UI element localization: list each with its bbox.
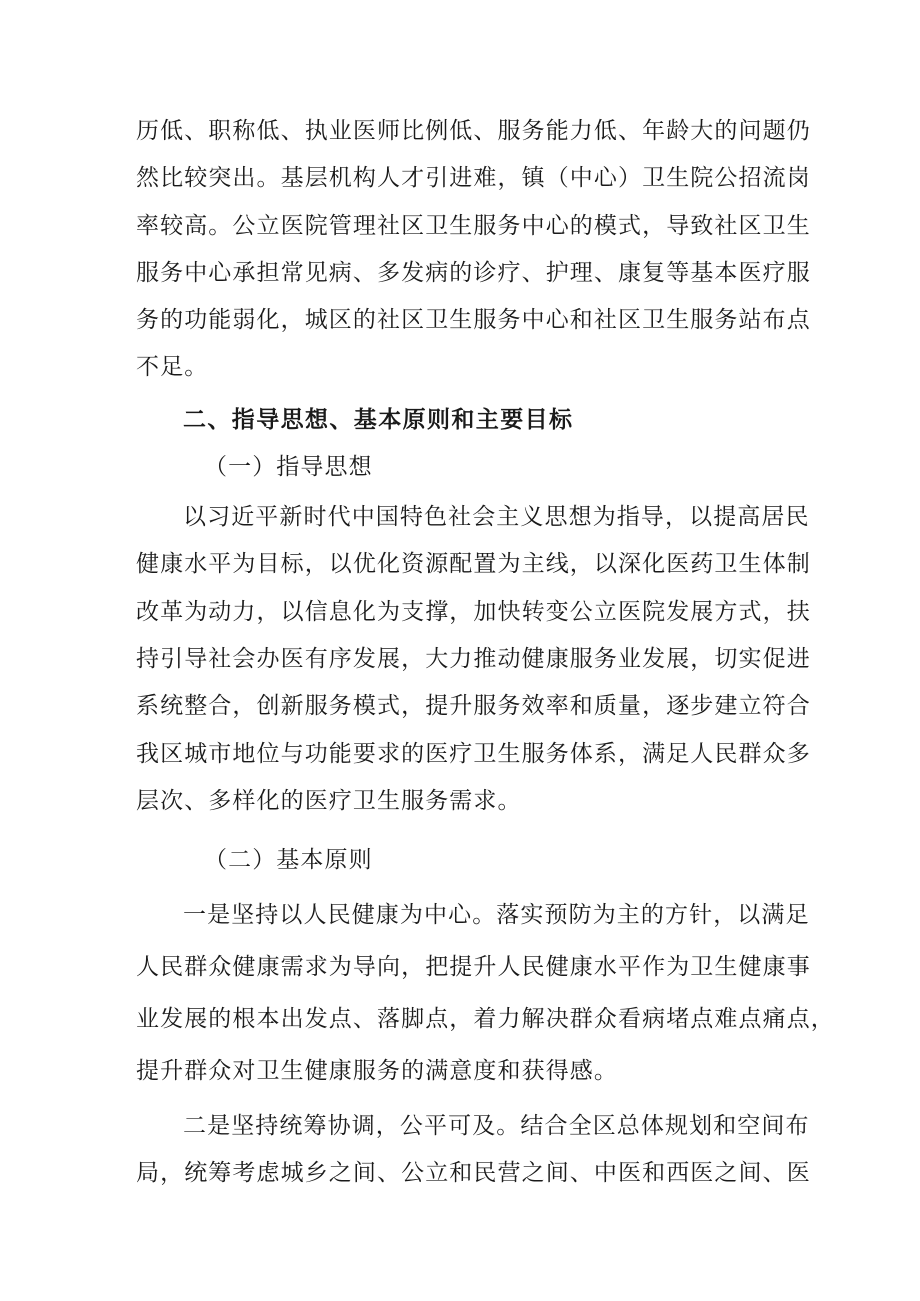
text-line: 二是坚持统筹协调，公平可及。结合全区总体规划和空间布 [183, 1113, 810, 1139]
sub-heading: （二）基本原则 [204, 847, 373, 873]
text-line: 我区城市地位与功能要求的医疗卫生服务体系，满足人民群众多 [136, 741, 811, 767]
text-line: 务的功能弱化，城区的社区卫生服务中心和社区卫生服务站布点 [136, 307, 811, 333]
text-line: 一是坚持以人民健康为中心。落实预防为主的方针，以满足 [183, 902, 810, 928]
text-line: 系统整合，创新服务模式，提升服务效率和质量，逐步建立符合 [136, 693, 811, 719]
text-line: 历低、职称低、执业医师比例低、服务能力低、年龄大的问题仍 [136, 118, 811, 144]
text-line: 健康水平为目标，以优化资源配置为主线，以深化医药卫生体制 [136, 551, 811, 577]
text-line: 以习近平新时代中国特色社会主义思想为指导，以提高居民 [183, 504, 810, 530]
text-line: 人民群众健康需求为导向，把提升人民健康水平作为卫生健康事 [136, 954, 811, 980]
text-line: 局，统筹考虑城乡之间、公立和民营之间、中医和西医之间、医 [136, 1160, 811, 1186]
text-line: 服务中心承担常见病、多发病的诊疗、护理、康复等基本医疗服 [136, 260, 811, 286]
sub-heading: （一）指导思想 [204, 454, 373, 480]
text-line: 业发展的根本出发点、落脚点，着力解决群众看病堵点难点痛点， [136, 1006, 835, 1032]
section-heading: 二、指导思想、基本原则和主要目标 [183, 407, 574, 433]
text-line: 层次、多样化的医疗卫生服务需求。 [136, 788, 522, 814]
text-line: 改革为动力，以信息化为支撑，加快转变公立医院发展方式，扶 [136, 599, 811, 625]
text-line: 然比较突出。基层机构人才引进难，镇（中心）卫生院公招流岗 [136, 165, 811, 191]
text-line: 持引导社会办医有序发展，大力推动健康服务业发展，切实促进 [136, 646, 811, 672]
text-line: 率较高。公立医院管理社区卫生服务中心的模式，导致社区卫生 [136, 213, 811, 239]
text-line: 提升群众对卫生健康服务的满意度和获得感。 [136, 1058, 618, 1084]
text-line: 不足。 [136, 354, 209, 380]
